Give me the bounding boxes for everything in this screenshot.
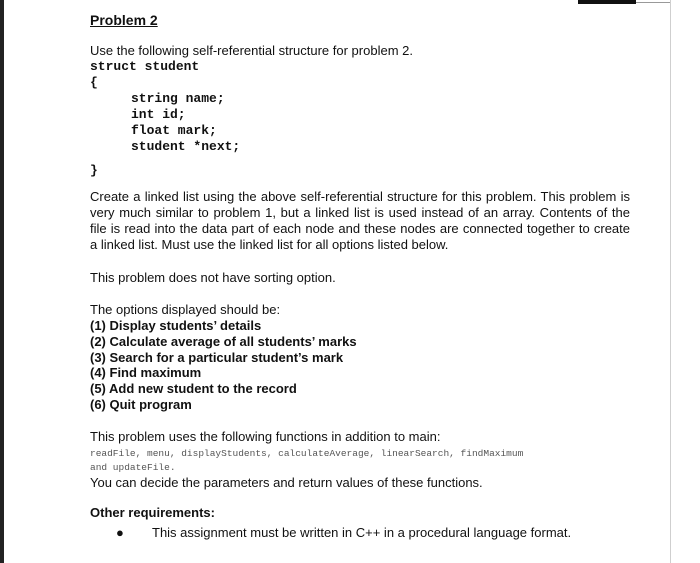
options-list xyxy=(90,318,630,413)
code-member: int id; xyxy=(131,107,186,122)
problem-title: Problem 2 xyxy=(90,12,158,28)
page-edge-left xyxy=(0,0,4,563)
requirement-text: This assignment must be written in C++ in a procedural language format. xyxy=(152,524,572,540)
description-paragraph: Create a linked list using the above self-referential structure for this problem. This problem is very much similar to problem 1, but a linked list is used instead of an array. Contents of the file is read into the data part of each node and these nodes are connected together to create a linked list. Must use the linked list for all options listed below. xyxy=(90,189,630,252)
option-item: (4) Find maximum xyxy=(90,365,202,381)
option-item: (5) Add new student to the record xyxy=(90,381,297,397)
functions-list-continued: and updateFile. xyxy=(90,461,176,473)
bullet-dot-icon: ● xyxy=(116,524,124,540)
top-bar-line xyxy=(636,2,670,3)
option-item: (3) Search for a particular student’s mark xyxy=(90,349,344,365)
top-bar-mark xyxy=(578,0,636,4)
code-close-brace: } xyxy=(90,163,98,178)
intro-text: Use the following self-referential structure for problem 2. xyxy=(90,43,413,58)
option-item: (2) Calculate average of all students’ marks xyxy=(90,333,357,349)
code-member: float mark; xyxy=(131,123,217,138)
page-edge-right xyxy=(670,0,671,563)
no-sorting-note: This problem does not have sorting option. xyxy=(90,270,336,285)
code-struct-line: struct student xyxy=(90,59,200,74)
code-member: student *next; xyxy=(131,139,241,154)
other-requirements-heading: Other requirements: xyxy=(90,504,215,520)
code-member: string name; xyxy=(131,91,225,106)
requirement-bullet xyxy=(90,525,630,541)
options-heading: The options displayed should be: xyxy=(90,302,281,317)
functions-intro: This problem uses the following functions in addition to main: xyxy=(90,428,441,444)
functions-list: readFile, menu, displayStudents, calculateAverage, linearSearch, findMaximum xyxy=(90,447,524,459)
code-open-brace: { xyxy=(90,75,98,90)
option-item: (6) Quit program xyxy=(90,396,192,412)
code-block xyxy=(90,59,630,179)
option-item: (1) Display students’ details xyxy=(90,318,262,333)
params-note: You can decide the parameters and return values of these functions. xyxy=(90,474,483,490)
document-body xyxy=(90,12,630,541)
